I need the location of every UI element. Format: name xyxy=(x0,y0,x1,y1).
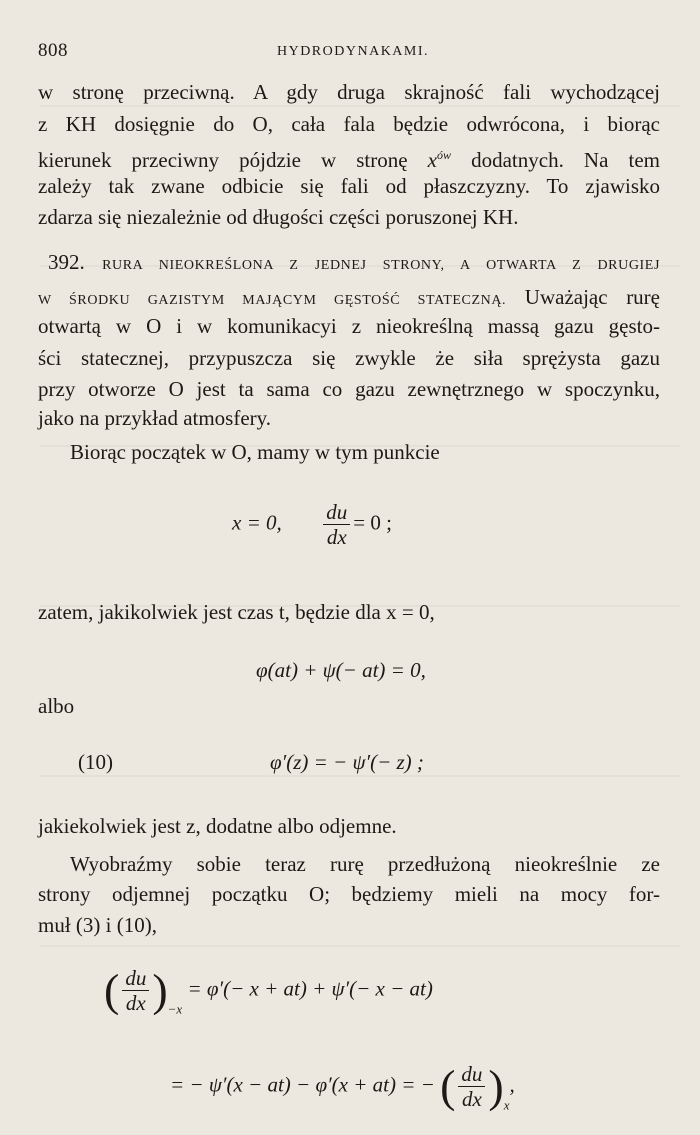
equation-derivative-negative-x: ( $\frac{du}{dx}$ )$_{-x} = \varphi'(- x + at) + \psi'(- x - at)$ xyxy=(104,964,433,1017)
paragraph-line: kierunek przeciwny pójdzie w stronę $x^{ów}$ dodatnych. Na tem xyxy=(38,148,660,172)
equation-phi-psi: φ(at) + ψ(− at) = 0, xyxy=(256,658,426,682)
paragraph-line: jakiekolwiek jest z, dodatne albo odjemne. xyxy=(38,814,397,838)
paragraph-line: jako na przykład atmosfery. xyxy=(38,406,272,430)
paragraph-line: Wyobraźmy sobie teraz rurę przedłużoną nieokreślnie ze xyxy=(70,852,660,876)
paragraph-line: zdarza się niezależnie od długości części poruszonej KH. xyxy=(38,205,519,229)
paragraph-line: zależy tak zwane odbicie się fali od płaszczyzny. To zjawisko xyxy=(38,174,660,198)
paragraph-line: albo xyxy=(38,694,75,718)
section-title: RURA NIEOKREŚLONA Z JEDNEJ STRONY, A OTWARTA Z DRUGIEJ xyxy=(102,258,660,273)
paragraph-line: strony odjemnej początku O; będziemy mieli na mocy for- xyxy=(38,882,660,906)
section-heading xyxy=(38,248,660,280)
paragraph-line: ści statecznej, przypuszcza się zwykle że siła sprężysta gazu xyxy=(38,346,660,370)
paragraph-line: przy otworze O jest ta sama co gazu zewnętrznego w spoczynku, xyxy=(38,377,660,401)
equation-10: φ′(z) = − ψ′(− z) ; xyxy=(270,750,424,774)
paragraph-line: zatem, jakikolwiek jest czas t, będzie dla x = 0, xyxy=(38,600,435,624)
section-number: 392. xyxy=(48,250,85,274)
paragraph-line: z KH dosięgnie do O, cała fala będzie odwrócona, i biorąc xyxy=(38,112,660,136)
fraction: $\frac{du}{dx}$ xyxy=(323,500,350,549)
paragraph-line: muł (3) i (10), xyxy=(38,913,157,937)
section-heading-cont: W ŚRODKU GAZISTYM MAJĄCYM GĘSTOŚĆ STATECZNĄ. Uważając rurę xyxy=(38,285,660,309)
page-number: 808 xyxy=(38,40,68,61)
paragraph-line: Biorąc początek w O, mamy w tym punkcie xyxy=(70,440,440,464)
equation-derivative-x: = − ψ′(x − at) − φ′(x + at) = − ( $\frac{du}{dx}$ )$_x$, xyxy=(170,1060,515,1113)
paragraph-line: otwartą w O i w komunikacyi z nieokreślną massą gazu gęsto- xyxy=(38,314,660,338)
equation-boundary-condition: x = 0, $\frac{du}{dx}$ = 0 ; xyxy=(232,500,392,549)
page-header xyxy=(38,40,668,66)
paragraph-line: w stronę przeciwną. A gdy druga skrajność fali wychodzącej xyxy=(38,80,660,104)
running-title: HYDRODYNAKAMI. xyxy=(276,44,430,59)
equation-number: (10) xyxy=(78,750,113,774)
